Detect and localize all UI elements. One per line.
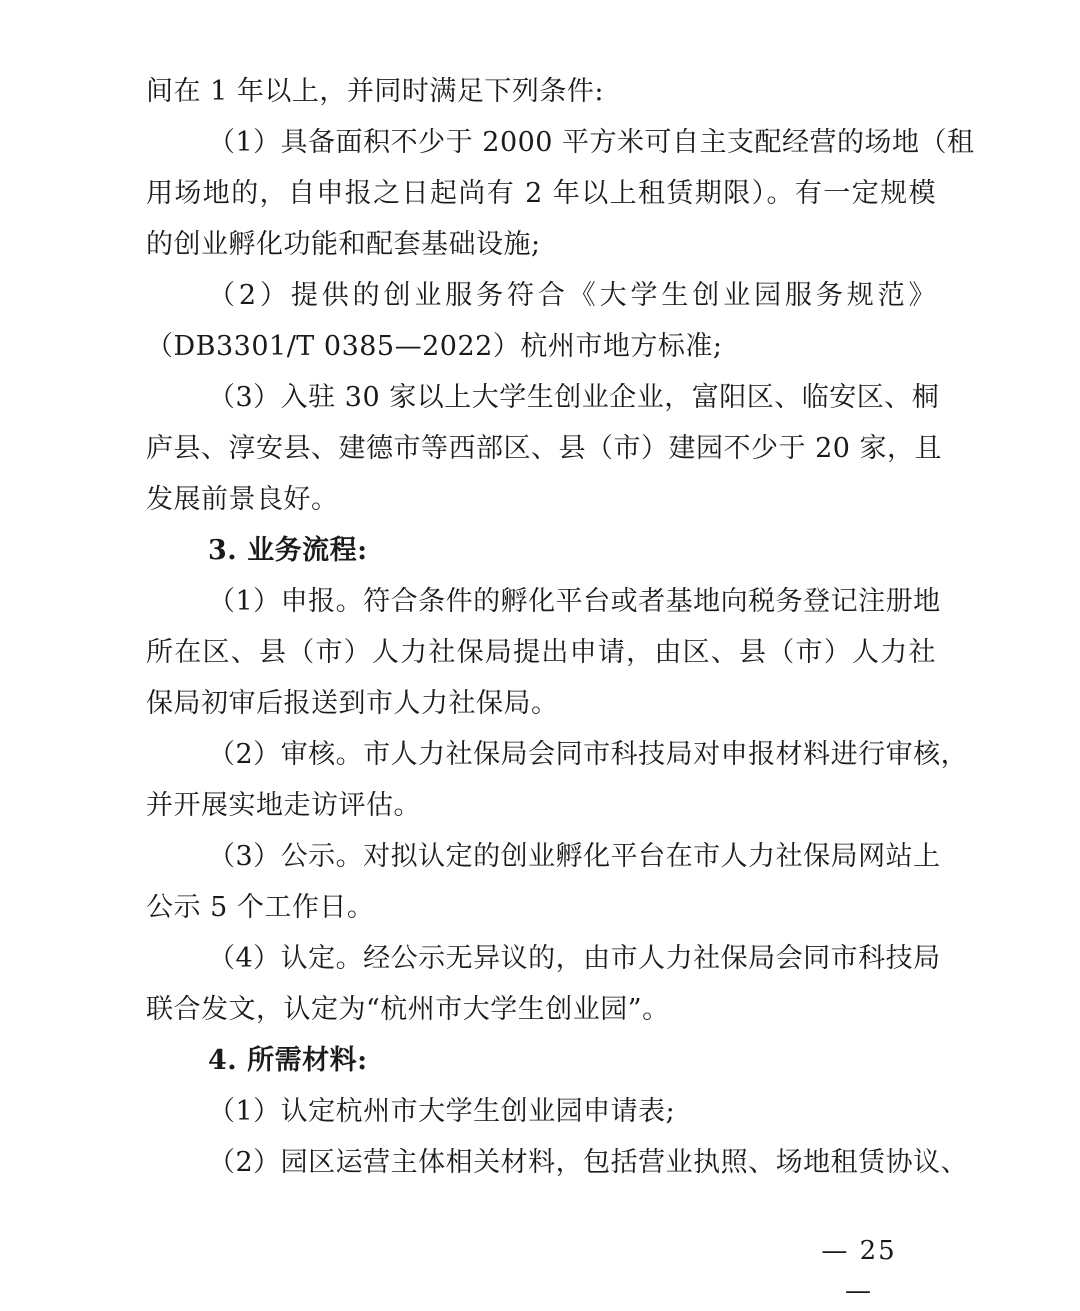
text-line: （2）提供的创业服务符合《大学生创业园服务规范》 [208, 280, 936, 311]
text-line: 发展前景良好。 [146, 484, 339, 515]
text-line: 并开展实地走访评估。 [146, 790, 421, 821]
text-line: （3）公示。对拟认定的创业孵化平台在市人力社保局网站上 [208, 841, 941, 872]
text-line: 联合发文，认定为“杭州市大学生创业园”。 [146, 994, 670, 1025]
text-line: 所在区、县（市）人力社保局提出申请，由区、县（市）人力社 [146, 637, 936, 668]
text-line: （4）认定。经公示无异议的，由市人力社保局会同市科技局 [208, 943, 941, 974]
text-line: （1）具备面积不少于 2000 平方米可自主支配经营的场地（租 [208, 127, 975, 158]
page-number: — 25 — [821, 1236, 897, 1306]
text-line: （2）园区运营主体相关材料，包括营业执照、场地租赁协议、 [208, 1147, 969, 1178]
text-line: （1）认定杭州市大学生创业园申请表; [208, 1096, 676, 1127]
text-line: 间在 1 年以上，并同时满足下列条件: [146, 76, 604, 107]
text-line: （1）申报。符合条件的孵化平台或者基地向税务登记注册地 [208, 586, 941, 617]
text-line: （2）审核。市人力社保局会同市科技局对申报材料进行审核， [208, 739, 969, 770]
text-line: 用场地的，自申报之日起尚有 2 年以上租赁期限）。有一定规模 [146, 178, 936, 209]
section-heading: 4. 所需材料: [208, 1045, 368, 1076]
section-heading: 3. 业务流程: [208, 535, 368, 566]
text-line: （DB3301/T 0385—2022）杭州市地方标准; [146, 331, 723, 362]
text-line: 保局初审后报送到市人力社保局。 [146, 688, 559, 719]
text-line: （3）入驻 30 家以上大学生创业企业，富阳区、临安区、桐 [208, 382, 940, 413]
text-line: 的创业孵化功能和配套基础设施; [146, 229, 541, 260]
text-line: 庐县、淳安县、建德市等西部区、县（市）建园不少于 20 家，且 [146, 433, 943, 464]
text-line: 公示 5 个工作日。 [146, 892, 375, 923]
